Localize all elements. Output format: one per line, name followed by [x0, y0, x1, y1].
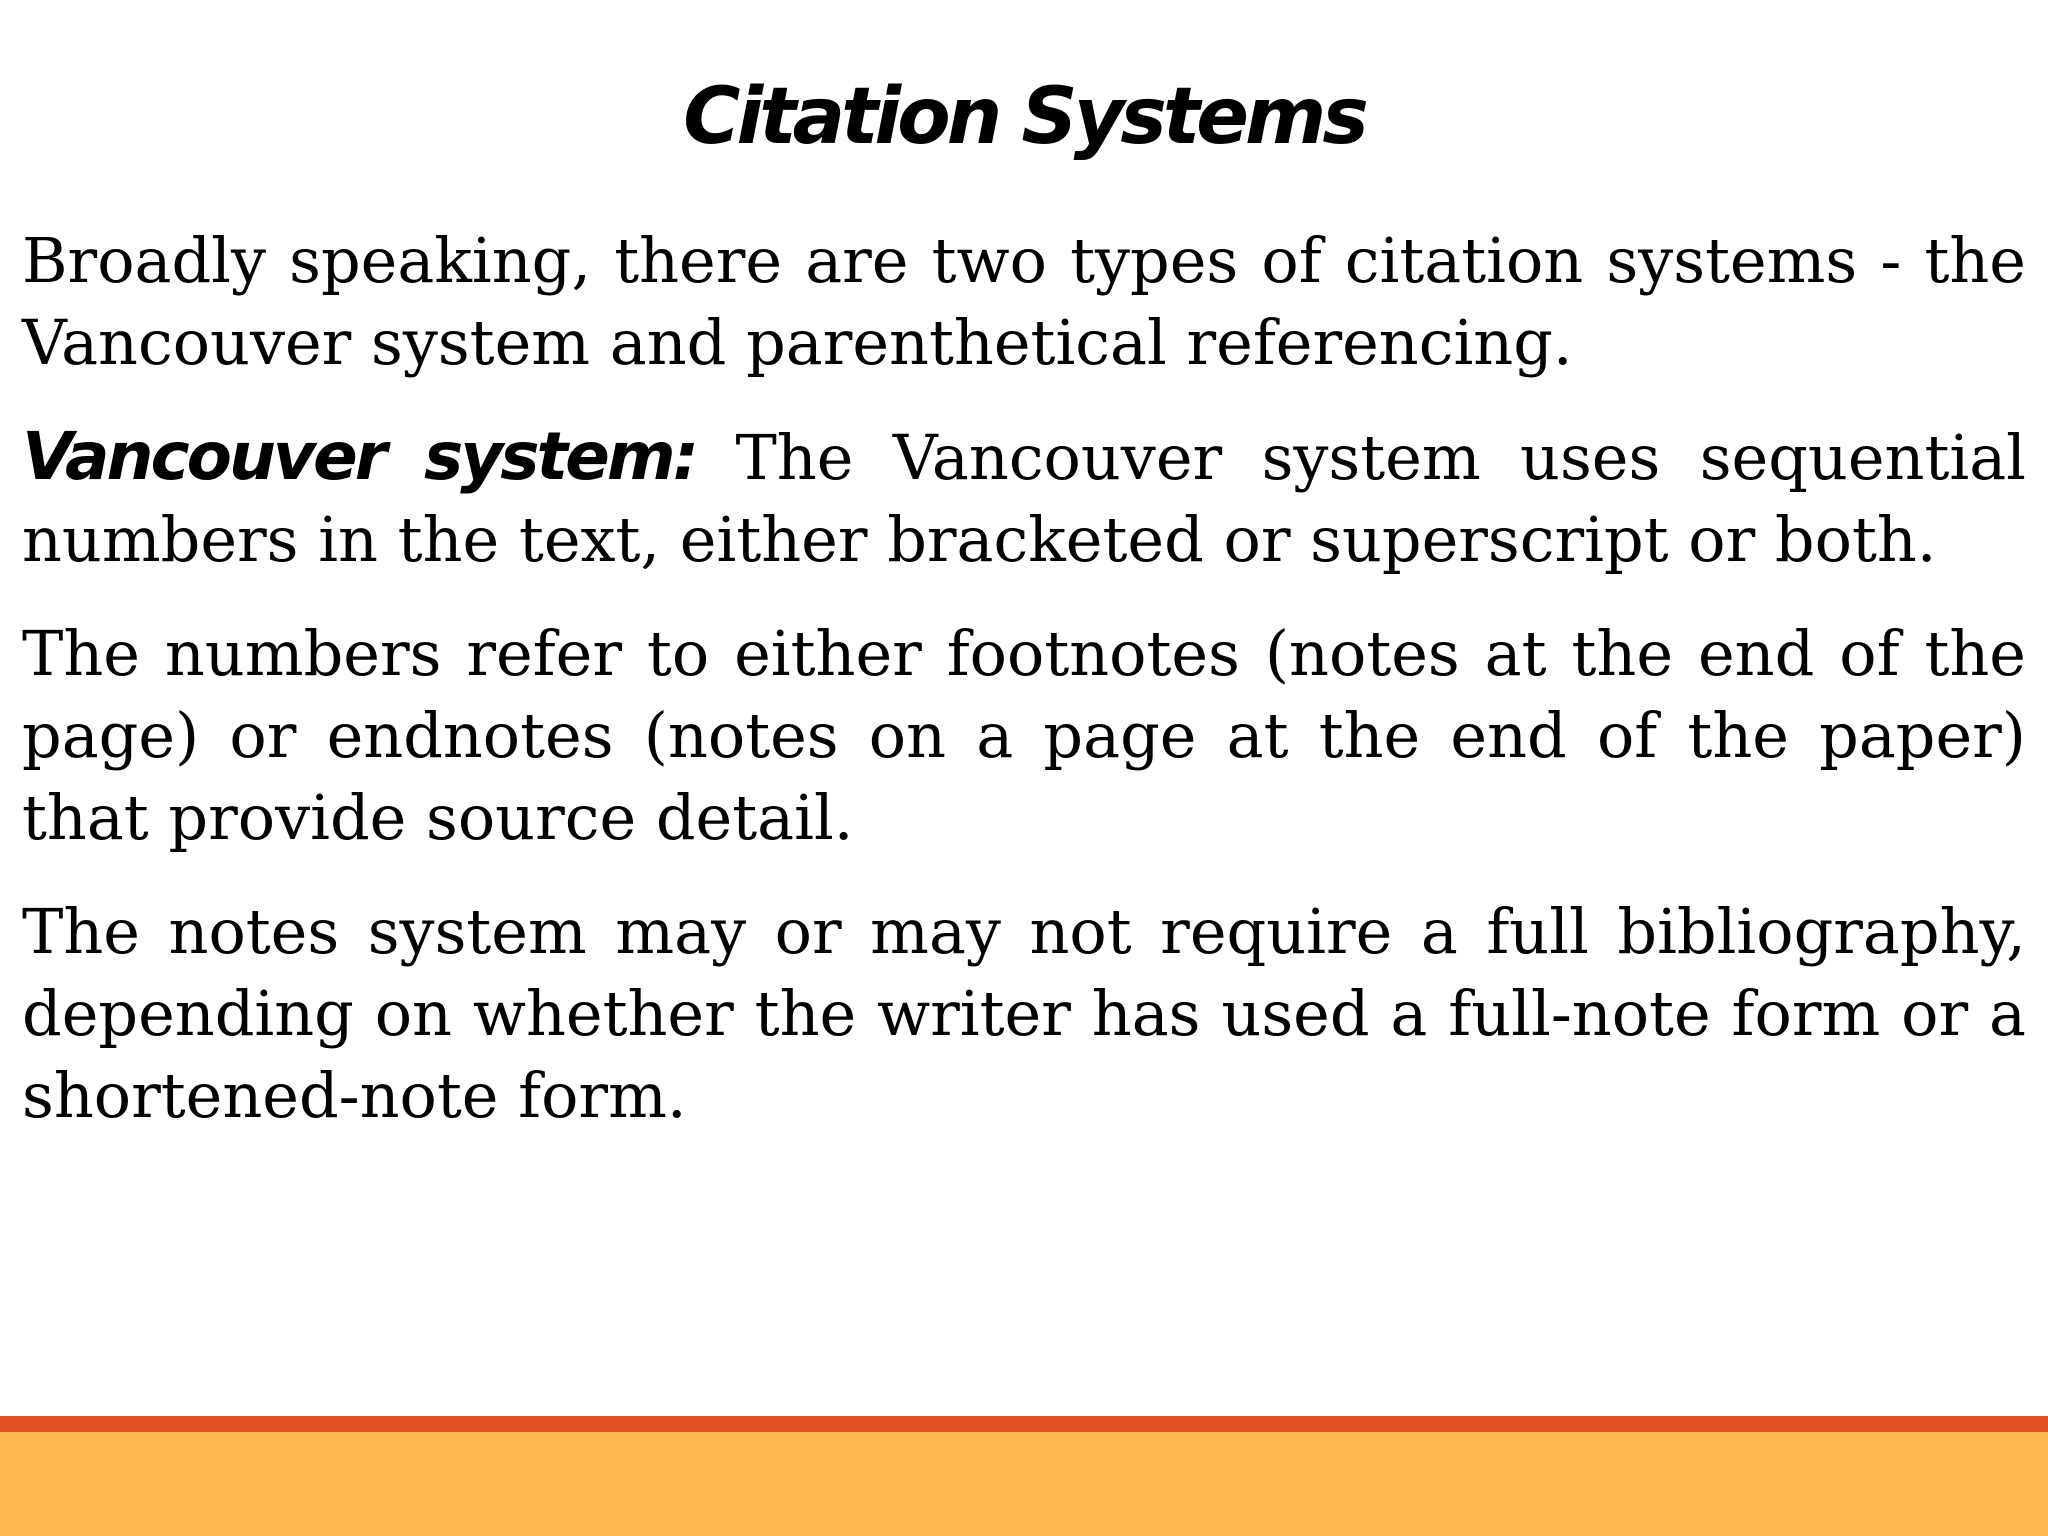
- vancouver-system-description: The Vancouver system uses sequential numbers in the text, either bracketed or superscript or both.: [22, 421, 2027, 576]
- footer-accent-line: [0, 1416, 2048, 1432]
- slide-body: [22, 220, 2026, 1169]
- footer-band: [0, 1432, 2048, 1536]
- paragraph-bibliography: The notes system may or may not require a full bibliography, depending on whether the writer has used a full-note form or a shortened-note form.: [22, 895, 2026, 1132]
- paragraph-intro: Broadly speaking, there are two types of citation systems - the Vancouver system and parenthetical referencing.: [22, 224, 2026, 379]
- paragraph-vancouver: [22, 416, 2026, 581]
- vancouver-system-heading: Vancouver system:: [22, 418, 697, 495]
- paragraph-footnotes: The numbers refer to either footnotes (notes at the end of the page) or endnotes (notes on a page at the end of the paper) that provide source detail.: [22, 617, 2026, 854]
- slide-title: Citation Systems: [683, 72, 1365, 162]
